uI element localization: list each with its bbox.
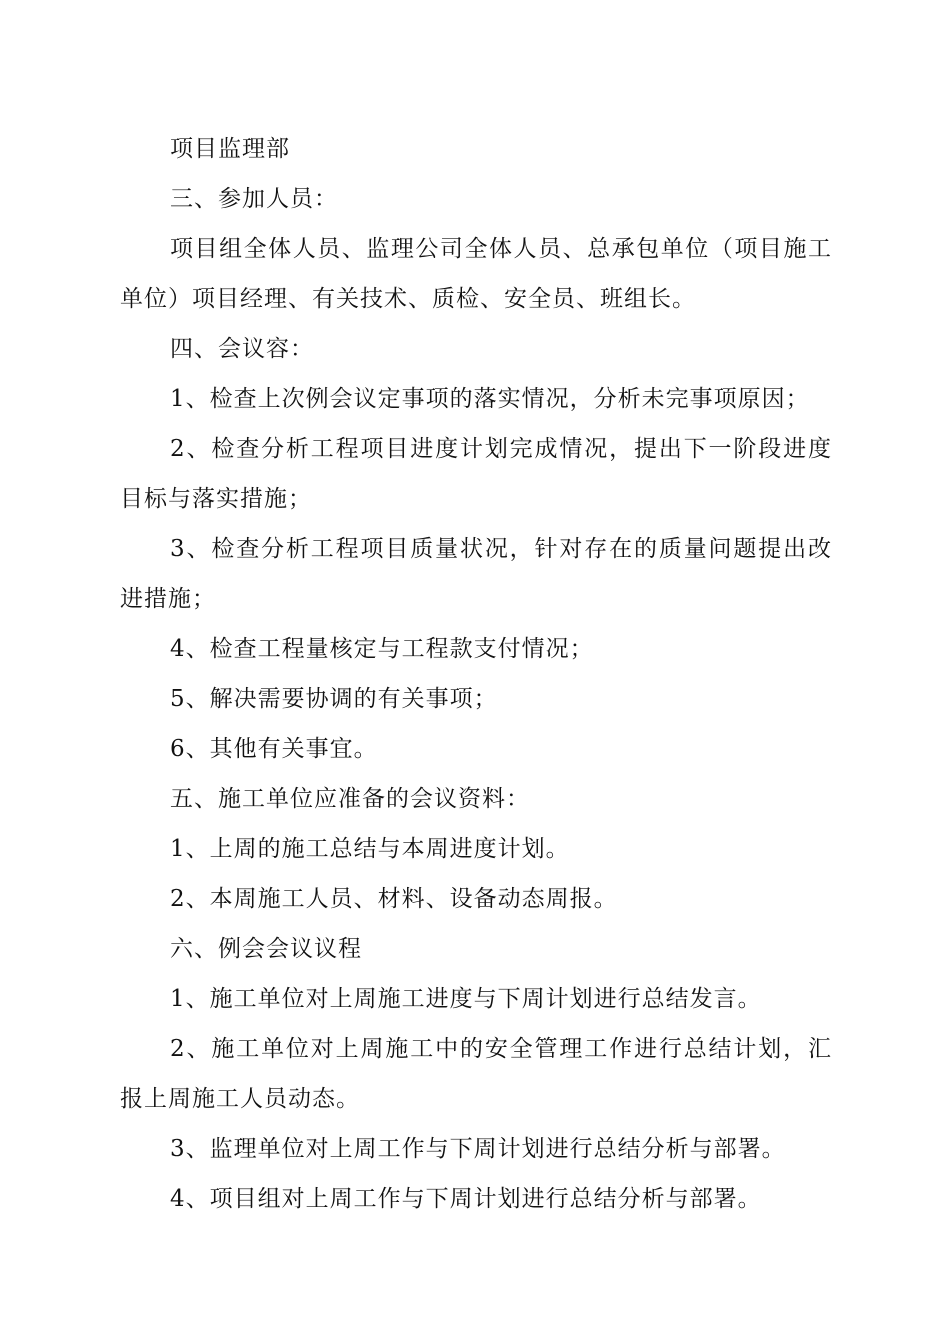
list-item-content-5: 5、解决需要协调的有关事项； (170, 686, 498, 712)
list-item-content-3: 3、检查分析工程项目质量状况，针对存在的质量问题提出改进措施； (120, 536, 832, 612)
list-item-agenda-3: 3、监理单位对上周工作与下周计划进行总结分析与部署。 (170, 1136, 786, 1162)
list-item-content-2: 2、检查分析工程项目进度计划完成情况，提出下一阶段进度目标与落实措施； (120, 436, 832, 512)
list-item-agenda-1: 1、施工单位对上周施工进度与下周计划进行总结发言。 (170, 986, 762, 1012)
list-item-materials-2: 2、本周施工人员、材料、设备动态周报。 (170, 886, 618, 912)
heading-attendees: 三、参加人员： (170, 186, 338, 212)
paragraph-attendees-list: 项目组全体人员、监理公司全体人员、总承包单位（项目施工单位）项目经理、有关技术、质检、安全员、班组长。 (120, 236, 832, 312)
heading-meeting-materials: 五、施工单位应准备的会议资料： (170, 786, 530, 812)
list-item-agenda-4: 4、项目组对上周工作与下周计划进行总结分析与部署。 (170, 1186, 762, 1212)
list-item-content-4: 4、检查工程量核定与工程款支付情况； (170, 636, 594, 662)
list-item-agenda-2: 2、施工单位对上周施工中的安全管理工作进行总结计划，汇报上周施工人员动态。 (120, 1036, 832, 1112)
document-body (120, 124, 832, 1224)
paragraph-supervision-dept: 项目监理部 (170, 136, 290, 162)
list-item-materials-1: 1、上周的施工总结与本周进度计划。 (170, 836, 570, 862)
list-item-content-6: 6、其他有关事宜。 (170, 736, 378, 762)
heading-meeting-agenda: 六、例会会议议程 (170, 936, 362, 962)
heading-meeting-content: 四、会议容： (170, 336, 314, 362)
list-item-content-1: 1、检查上次例会议定事项的落实情况，分析未完事项原因； (170, 386, 810, 412)
